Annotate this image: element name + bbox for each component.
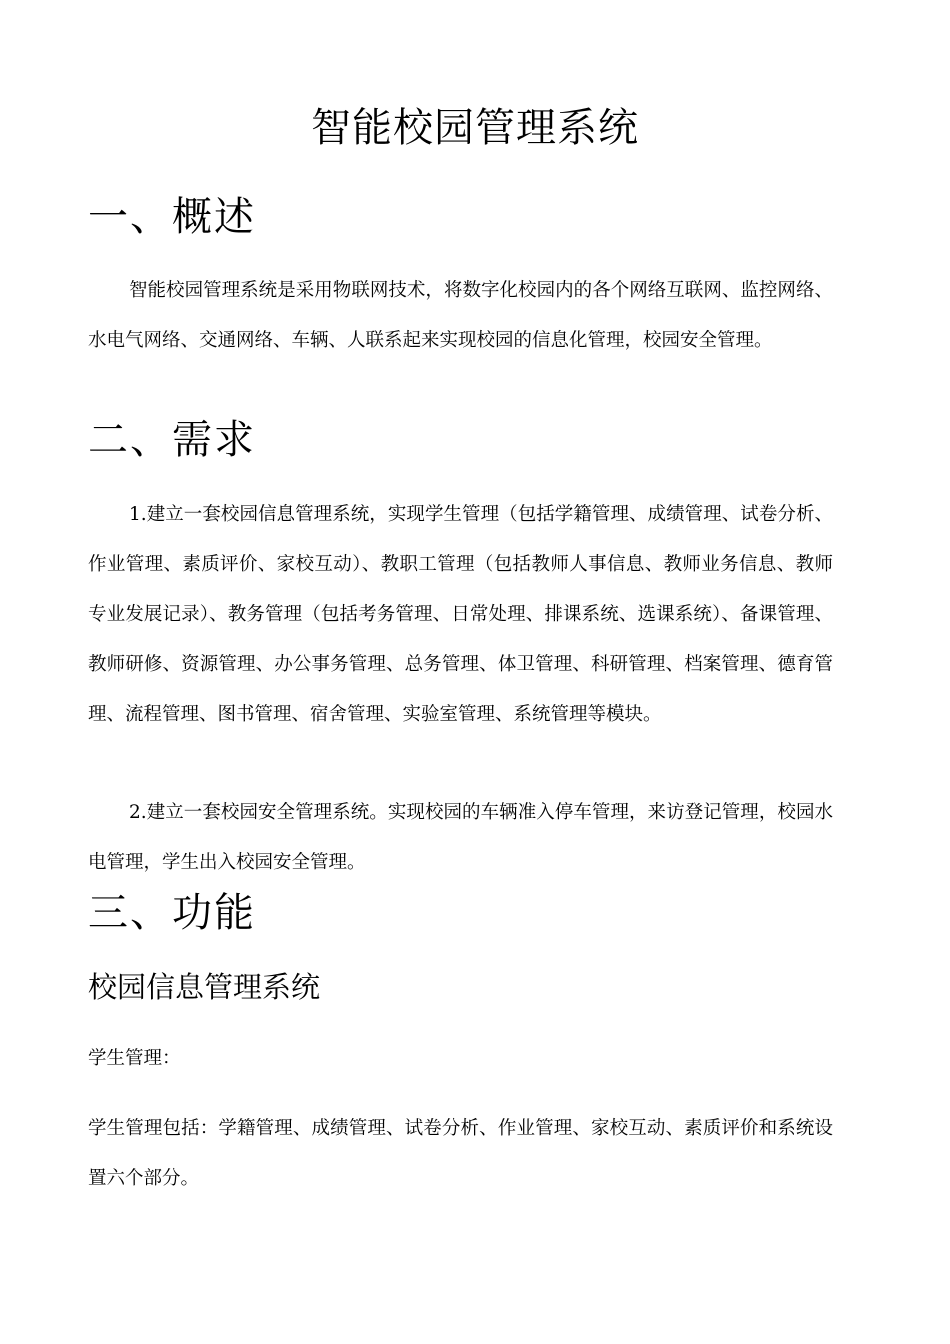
overview-paragraph: 智能校园管理系统是采用物联网技术，将数字化校园内的各个网络互联网、监控网络、水电气网络、交通网络、车辆、人联系起来实现校园的信息化管理，校园安全管理。 [88,280,833,351]
student-management-label: 学生管理： [88,1048,181,1069]
requirements-paragraph-1: 1.建立一套校园信息管理系统，实现学生管理（包括学籍管理、成绩管理、试卷分析、作业管理、素质评价、家校互动）、教职工管理（包括教师人事信息、教师业务信息、教师专业发展记录）、教务管理（包括考务管理、日常处理、排课系统、选课系统）、备课管理、教师研修、资源管理、办公事务管理、总务管理、体卫管理、科研管理、档案管理、德育管理、流程管理、图书管理、宿舍管理、实验室管理、系统管理等模块。 [88,504,833,725]
section-heading-functions: 三、功能 [88,890,256,936]
subsection-heading: 校园信息管理系统 [88,970,321,1004]
student-management-paragraph: 学生管理包括：学籍管理、成绩管理、试卷分析、作业管理、家校互动、素质评价和系统设置六个部分。 [88,1118,833,1189]
section-heading-overview: 一、概述 [88,194,256,240]
requirements-paragraph-2: 2.建立一套校园安全管理系统。实现校园的车辆准入停车管理，来访登记管理，校园水电管理，学生出入校园安全管理。 [88,802,833,873]
document-title: 智能校园管理系统 [311,105,639,151]
section-heading-requirements: 二、需求 [88,417,256,463]
